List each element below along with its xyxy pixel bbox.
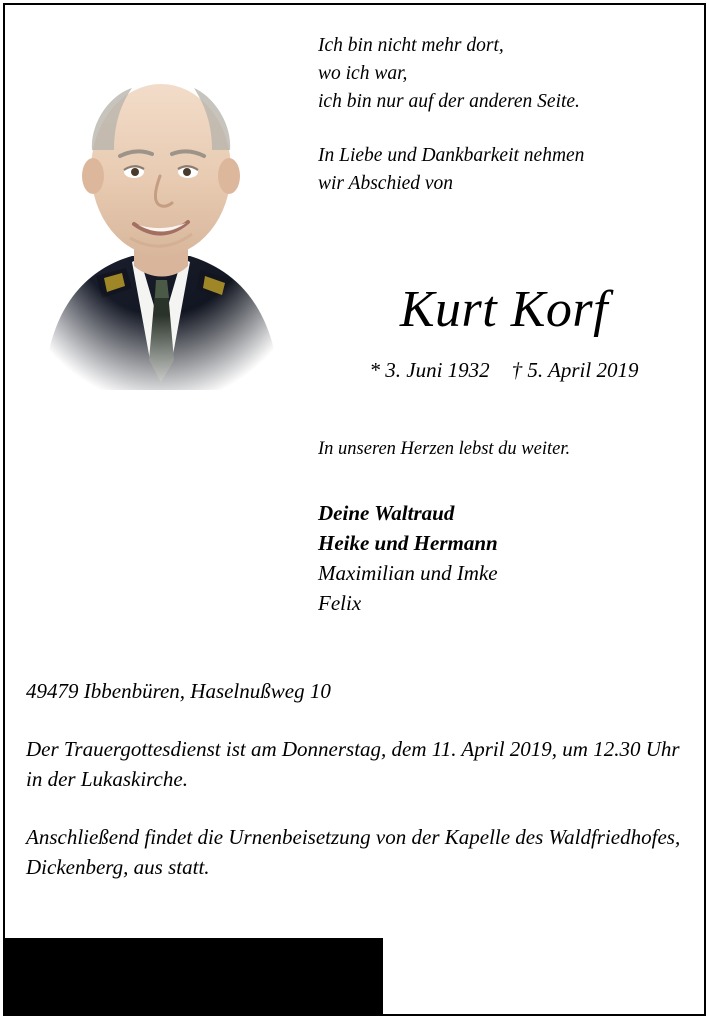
portrait-photo-image [22,30,300,390]
funeral-service-text: Der Trauergottesdienst ist am Donnerstag, dem 11. April 2019, um 12.30 Uhr in der Lukaskirche. [26,737,680,791]
poem-intro-spacer [318,116,690,142]
birth-date: * 3. Juni 1932 [369,358,490,382]
death-date: † 5. April 2019 [511,358,639,382]
family-member-3: Maximilian und Imke [318,561,498,585]
poem-line-1: Ich bin nicht mehr dort, [318,35,504,56]
family-list [318,498,698,618]
deceased-name: Kurt Korf [399,281,609,338]
service-details-block [26,676,686,882]
poem-and-intro-block [318,32,690,198]
bottom-black-bar [5,938,383,1014]
life-dates [318,357,690,383]
memorial-line: In unseren Herzen lebst du weiter. [318,439,571,459]
address-service-spacer [26,706,686,734]
portrait-photo [22,30,300,390]
intro-line-2: wir Abschied von [318,173,454,194]
poem-line-3: ich bin nur auf der anderen Seite. [318,91,580,112]
intro-line-1: In Liebe und Dankbarkeit nehmen [318,145,585,166]
family-member-4: Felix [318,591,362,615]
address-line: 49479 Ibbenbüren, Haselnußweg 10 [26,679,331,703]
poem-line-2: wo ich war, [318,63,408,84]
family-member-2: Heike und Hermann [318,531,498,555]
family-member-1: Deine Waltraud [318,501,455,525]
burial-text: Anschließend findet die Urnenbeisetzung von der Kapelle des Waldfriedhofes, Dickenberg, aus statt. [26,825,681,879]
service-burial-spacer [26,794,686,822]
